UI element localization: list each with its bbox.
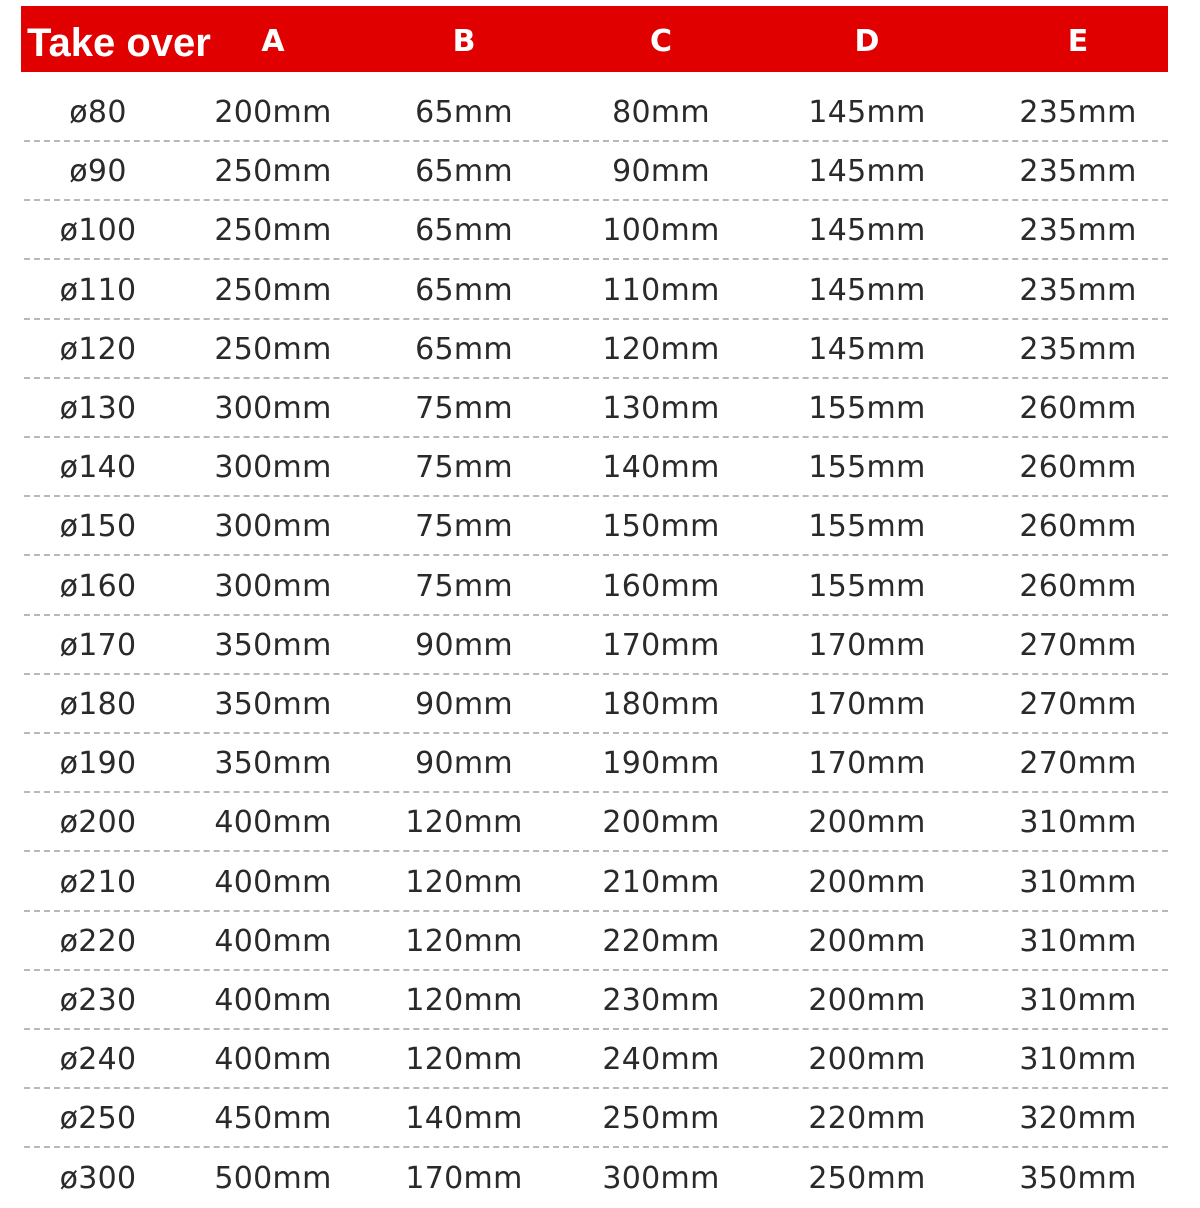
cell-a: 200mm [214,95,332,130]
cell-d: 155mm [808,509,926,545]
cell-e: 310mm [1019,983,1137,1018]
header-col-c: C [649,24,673,59]
cell-e: 260mm [1019,450,1137,486]
cell-a: 300mm [214,509,332,545]
cell-take-over: ø250 [59,1101,137,1137]
cell-d: 220mm [808,1101,926,1137]
header-take-over: Take over [27,21,211,65]
cell-c: 220mm [602,923,720,959]
cell-d: 170mm [808,746,926,782]
cell-a: 300mm [214,568,332,604]
cell-b: 75mm [415,391,513,426]
cell-e: 310mm [1019,1042,1137,1078]
cell-a: 300mm [214,450,332,486]
cell-e: 235mm [1019,213,1137,249]
cell-b: 65mm [415,272,513,308]
cell-c: 200mm [602,805,720,841]
table-row [0,734,1200,793]
cell-d: 170mm [808,687,926,722]
cell-b: 65mm [415,331,513,367]
cell-a: 400mm [214,1042,332,1078]
cell-c: 110mm [602,272,720,308]
table-row [0,320,1200,379]
cell-b: 90mm [415,746,513,782]
cell-b: 65mm [415,154,513,190]
cell-take-over: ø200 [59,805,137,841]
cell-c: 100mm [602,213,720,249]
table-row [0,201,1200,260]
cell-b: 140mm [405,1101,523,1137]
cell-e: 270mm [1019,627,1137,663]
cell-b: 90mm [415,627,513,663]
cell-b: 75mm [415,509,513,545]
cell-a: 350mm [214,627,332,663]
cell-c: 170mm [602,627,720,663]
cell-c: 150mm [602,509,720,545]
cell-take-over: ø170 [59,627,137,663]
cell-d: 200mm [808,983,926,1018]
cell-d: 155mm [808,391,926,426]
cell-take-over: ø180 [59,687,137,722]
cell-a: 250mm [214,154,332,190]
cell-d: 145mm [808,95,926,130]
cell-b: 65mm [415,95,513,130]
cell-take-over: ø230 [59,983,137,1018]
cell-d: 200mm [808,805,926,841]
table-row [0,675,1200,734]
table-row [0,142,1200,201]
cell-take-over: ø220 [59,923,137,959]
cell-take-over: ø150 [59,509,137,545]
cell-c: 160mm [602,568,720,604]
cell-b: 75mm [415,568,513,604]
cell-e: 320mm [1019,1101,1137,1137]
cell-take-over: ø90 [69,154,127,190]
cell-c: 120mm [602,331,720,367]
cell-c: 190mm [602,746,720,782]
cell-take-over: ø300 [59,1160,137,1196]
cell-take-over: ø80 [69,95,127,130]
cell-e: 350mm [1019,1160,1137,1196]
cell-c: 90mm [612,154,710,190]
cell-e: 260mm [1019,568,1137,604]
header-col-e: E [1067,24,1089,59]
cell-e: 235mm [1019,95,1137,130]
table-row [0,793,1200,852]
cell-take-over: ø210 [59,864,137,900]
cell-e: 260mm [1019,391,1137,426]
cell-take-over: ø140 [59,450,137,486]
cell-c: 210mm [602,864,720,900]
cell-e: 310mm [1019,805,1137,841]
cell-b: 75mm [415,450,513,486]
table-row [0,261,1200,320]
cell-e: 235mm [1019,154,1137,190]
cell-d: 145mm [808,154,926,190]
cell-c: 180mm [602,687,720,722]
cell-a: 250mm [214,213,332,249]
cell-e: 270mm [1019,746,1137,782]
cell-take-over: ø110 [59,272,137,308]
cell-b: 120mm [405,923,523,959]
table-row [0,853,1200,912]
cell-d: 170mm [808,627,926,663]
table-row [0,912,1200,971]
cell-take-over: ø160 [59,568,137,604]
cell-c: 140mm [602,450,720,486]
table-row [0,379,1200,438]
cell-d: 145mm [808,272,926,308]
cell-c: 300mm [602,1160,720,1196]
cell-a: 350mm [214,746,332,782]
cell-a: 250mm [214,272,332,308]
cell-d: 200mm [808,864,926,900]
table-row [0,557,1200,616]
table-row [0,616,1200,675]
cell-take-over: ø240 [59,1042,137,1078]
cell-a: 450mm [214,1101,332,1137]
table-row [0,1089,1200,1148]
cell-c: 130mm [602,391,720,426]
table-row [0,497,1200,556]
cell-a: 400mm [214,805,332,841]
cell-e: 235mm [1019,272,1137,308]
cell-b: 120mm [405,805,523,841]
cell-d: 145mm [808,331,926,367]
table-row [0,438,1200,497]
table-row [0,83,1200,142]
header-col-b: B [452,24,476,59]
cell-a: 250mm [214,331,332,367]
cell-d: 145mm [808,213,926,249]
cell-d: 155mm [808,568,926,604]
header-col-a: A [261,24,285,59]
cell-a: 300mm [214,391,332,426]
cell-c: 250mm [602,1101,720,1137]
cell-a: 400mm [214,864,332,900]
cell-b: 170mm [405,1160,523,1196]
cell-e: 310mm [1019,923,1137,959]
table-row [0,971,1200,1030]
cell-b: 120mm [405,864,523,900]
cell-b: 90mm [415,687,513,722]
cell-b: 120mm [405,983,523,1018]
header-col-d: D [854,24,880,59]
cell-take-over: ø100 [59,213,137,249]
cell-take-over: ø130 [59,391,137,426]
cell-d: 250mm [808,1160,926,1196]
cell-c: 240mm [602,1042,720,1078]
cell-take-over: ø120 [59,331,137,367]
cell-a: 500mm [214,1160,332,1196]
cell-a: 400mm [214,983,332,1018]
cell-d: 200mm [808,923,926,959]
cell-e: 260mm [1019,509,1137,545]
cell-e: 270mm [1019,687,1137,722]
cell-a: 400mm [214,923,332,959]
cell-b: 120mm [405,1042,523,1078]
cell-b: 65mm [415,213,513,249]
table-row [0,1030,1200,1089]
cell-d: 200mm [808,1042,926,1078]
cell-c: 80mm [612,95,710,130]
table-row [0,1149,1200,1208]
cell-e: 235mm [1019,331,1137,367]
cell-c: 230mm [602,983,720,1018]
cell-d: 155mm [808,450,926,486]
cell-a: 350mm [214,687,332,722]
cell-e: 310mm [1019,864,1137,900]
cell-take-over: ø190 [59,746,137,782]
